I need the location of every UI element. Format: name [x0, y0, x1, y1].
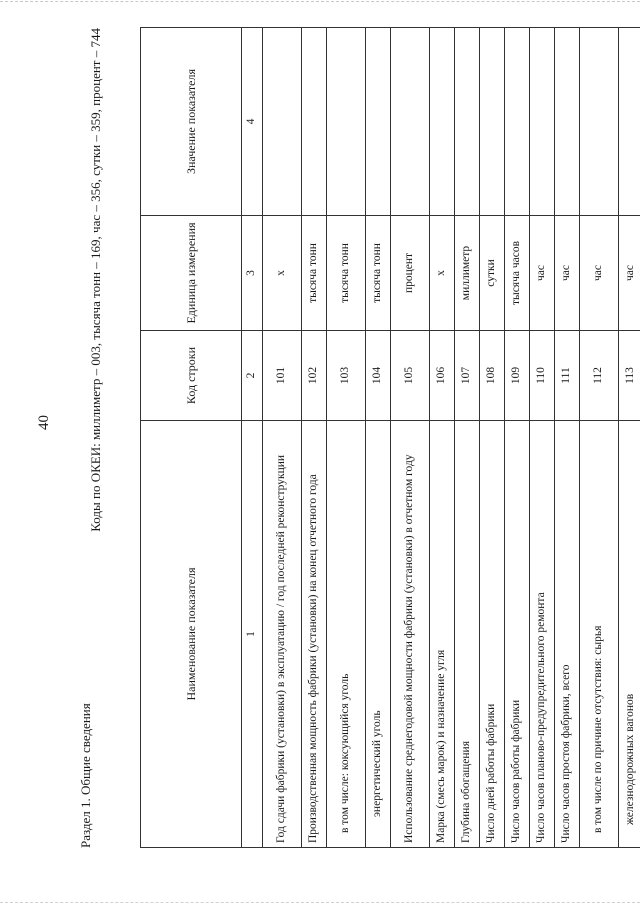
- table-row: [263, 28, 302, 848]
- row-value-cell[interactable]: [530, 28, 555, 216]
- row-value-cell[interactable]: [619, 28, 640, 216]
- row-unit: час: [580, 216, 619, 331]
- row-name: в том числе: коксующийся уголь: [327, 421, 366, 848]
- row-value-cell[interactable]: [327, 28, 366, 216]
- header-indicator-name: Наименование показателя: [141, 421, 242, 848]
- row-unit: сутки: [480, 216, 505, 331]
- row-code: 111: [555, 331, 580, 421]
- column-number-row: [242, 28, 263, 848]
- row-unit: час: [619, 216, 640, 331]
- page-bottom-border: [0, 902, 640, 903]
- row-code: 101: [263, 331, 302, 421]
- row-name: Использование среднегодовой мощности фабрики (установки) в отчетном году: [391, 421, 430, 848]
- row-name: Число часов простоя фабрики, всего: [555, 421, 580, 848]
- row-code: 106: [430, 331, 455, 421]
- row-code: 112: [580, 331, 619, 421]
- row-value-cell[interactable]: [455, 28, 480, 216]
- table-row: [430, 28, 455, 848]
- table-row: [455, 28, 480, 848]
- column-number: 4: [242, 28, 263, 216]
- column-number: 3: [242, 216, 263, 331]
- table-row: [302, 28, 327, 848]
- table-row: [391, 28, 430, 848]
- row-code: 108: [480, 331, 505, 421]
- row-name: Глубина обогащения: [455, 421, 480, 848]
- row-value-cell[interactable]: [505, 28, 530, 216]
- row-name: железнодорожных вагонов: [619, 421, 640, 848]
- indicators-table: [140, 27, 640, 848]
- row-unit: тысяча тонн: [302, 216, 327, 331]
- row-name: Производственная мощность фабрики (установки) на конец отчетного года: [302, 421, 327, 848]
- section-title: Раздел 1. Общие сведения: [78, 703, 93, 848]
- row-unit: тысяча часов: [505, 216, 530, 331]
- row-value-cell[interactable]: [391, 28, 430, 216]
- column-number: 1: [242, 421, 263, 848]
- okei-codes-line: Коды по ОКЕИ: миллиметр – 003, тысяча тонн – 169, час – 356, сутки – 359, процент – 744: [88, 28, 103, 532]
- row-name: в том числе по причине отсутствия: сырья: [580, 421, 619, 848]
- table-row: [366, 28, 391, 848]
- row-name: Число часов планово-предупредительного ремонта: [530, 421, 555, 848]
- row-unit: х: [263, 216, 302, 331]
- row-name: энергетический уголь: [366, 421, 391, 848]
- row-unit: тысяча тонн: [327, 216, 366, 331]
- row-name: Год сдачи фабрики (установки) в эксплуатацию / год последней реконструкции: [263, 421, 302, 848]
- row-unit: час: [555, 216, 580, 331]
- column-number: 2: [242, 331, 263, 421]
- row-name: Число дней работы фабрики: [480, 421, 505, 848]
- rotated-page-content: [78, 28, 637, 848]
- row-value-cell[interactable]: [302, 28, 327, 216]
- table-row: [580, 28, 619, 848]
- row-value-cell[interactable]: [366, 28, 391, 216]
- row-code: 104: [366, 331, 391, 421]
- row-unit: х: [430, 216, 455, 331]
- table-header-row: [141, 28, 242, 848]
- page-top-border: [0, 1, 640, 2]
- row-code: 110: [530, 331, 555, 421]
- row-code: 107: [455, 331, 480, 421]
- row-value-cell[interactable]: [580, 28, 619, 216]
- row-value-cell[interactable]: [555, 28, 580, 216]
- page-number: 40: [36, 415, 52, 430]
- row-code: 103: [327, 331, 366, 421]
- row-code: 109: [505, 331, 530, 421]
- row-unit: тысяча тонн: [366, 216, 391, 331]
- row-unit: час: [530, 216, 555, 331]
- table-row: [555, 28, 580, 848]
- row-name: Число часов работы фабрики: [505, 421, 530, 848]
- table-row: [505, 28, 530, 848]
- header-unit: Единица измерения: [141, 216, 242, 331]
- row-unit: процент: [391, 216, 430, 331]
- table-row: [327, 28, 366, 848]
- row-code: 113: [619, 331, 640, 421]
- table-row: [619, 28, 640, 848]
- table-row: [480, 28, 505, 848]
- row-value-cell[interactable]: [480, 28, 505, 216]
- header-value: Значение показателя: [141, 28, 242, 216]
- row-value-cell[interactable]: [430, 28, 455, 216]
- row-code: 105: [391, 331, 430, 421]
- header-line-code: Код строки: [141, 331, 242, 421]
- row-code: 102: [302, 331, 327, 421]
- row-unit: миллиметр: [455, 216, 480, 331]
- row-value-cell[interactable]: [263, 28, 302, 216]
- table-row: [530, 28, 555, 848]
- row-name: Марка (смесь марок) и назначение угля: [430, 421, 455, 848]
